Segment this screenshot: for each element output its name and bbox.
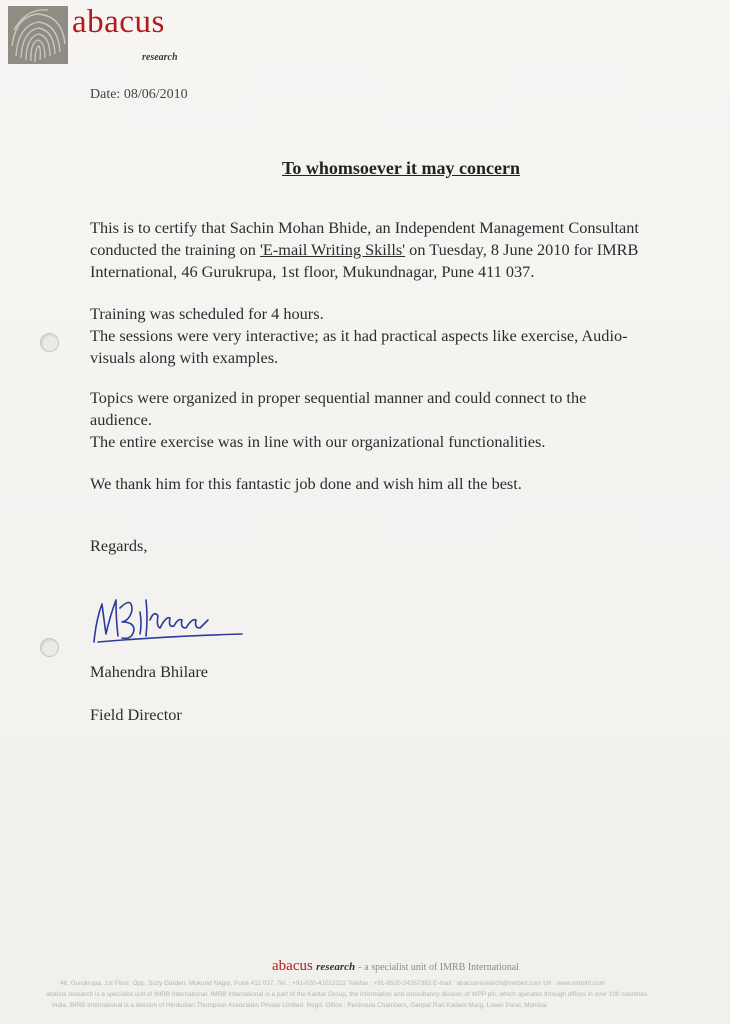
- paragraph-line: Training was scheduled for 4 hours.: [90, 304, 324, 323]
- handwritten-signature: [88, 590, 258, 650]
- footer-brand-name: abacus: [272, 958, 313, 974]
- brand-logo: abacus: [72, 4, 165, 40]
- footer-company-line: abacus research is a specialist unit of IMRB International. IMRB International is a part of the Kantar Group, the information and consultancy division of WPP plc, which operates through offices in over 100 countries.: [46, 991, 649, 998]
- footer-tagline: - a specialist unit of IMRB International: [358, 962, 519, 973]
- paragraph-line: International, 46 Gurukrupa, 1st floor, Mukundnagar, Pune 411 037.: [90, 262, 535, 281]
- paragraph-line: [90, 239, 730, 261]
- paragraph-line: This is to certify that Sachin Mohan Bhide, an Independent Management Consultant: [90, 218, 639, 237]
- paragraph-certification: [90, 217, 730, 283]
- closing-regards: Regards,: [90, 536, 148, 555]
- paragraph-line: The sessions were very interactive; as it had practical aspects like exercise, Audio-: [90, 326, 628, 345]
- paragraph-training-details: [90, 303, 730, 369]
- text-fragment: conducted the training on: [90, 240, 260, 259]
- footer-address-line: 46, Gurukrupa, 1st Floor, Opp. Suzy Garden, Mukund Nagar, Pune 411 037. Tel. : +91-020-41022222 Telefax : +91-9520-24267392 E-mail : abacusresearch@imrbint.com Url : www.imrbint.com: [60, 980, 606, 987]
- footer-brand: [272, 958, 519, 975]
- paragraph-line: visuals along with examples.: [90, 348, 279, 367]
- punch-hole: [40, 333, 59, 352]
- paragraph-thanks: We thank him for this fantastic job done and wish him all the best.: [90, 474, 522, 493]
- letter-heading: To whomsoever it may concern: [282, 158, 520, 178]
- signatory-name: Mahendra Bhilare: [90, 662, 208, 681]
- text-fragment: on Tuesday, 8 June 2010 for IMRB: [405, 240, 639, 259]
- punch-hole: [40, 638, 59, 657]
- footer-registration-line: India. IMRB International is a division of Hindustan Thompson Associates Private Limited. Regd. Office : Peninsula Chambers, Ganpat Rao Kadam Marg, Lower Parel, Mumbai: [52, 1002, 547, 1009]
- fingerprint-logo-icon: [8, 6, 68, 64]
- paragraph-line: Topics were organized in proper sequential manner and could connect to the: [90, 388, 587, 407]
- letter-date: Date: 08/06/2010: [90, 87, 188, 102]
- footer-brand-sub: research: [316, 961, 356, 973]
- training-title: 'E-mail Writing Skills': [260, 240, 406, 259]
- signatory-title: Field Director: [90, 705, 182, 724]
- paragraph-topics: [90, 387, 730, 453]
- brand-logo-sub: research: [142, 52, 178, 63]
- paragraph-line: audience.: [90, 410, 152, 429]
- paragraph-line: The entire exercise was in line with our organizational functionalities.: [90, 432, 546, 451]
